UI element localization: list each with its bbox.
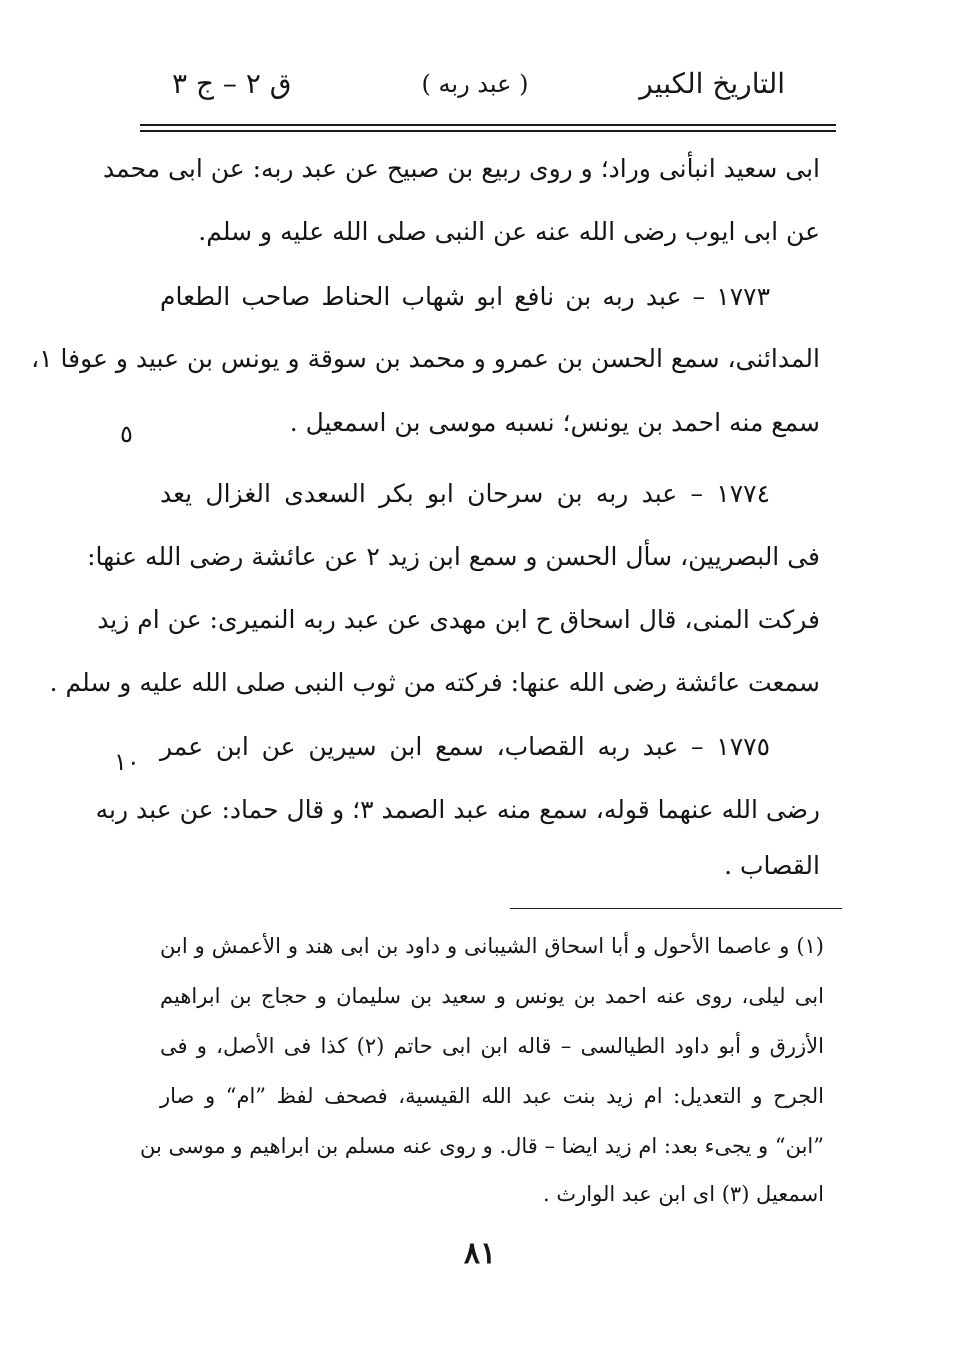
body-line: فى البصريين، سأل الحسن و سمع ابن زيد ٢ عن عائشة رضى الله عنها: bbox=[87, 542, 820, 571]
body-line: القصاب . bbox=[724, 851, 820, 880]
footnote-line: الجرح و التعديل: ام زيد بنت عبد الله القيسية، فصحف لفظ ”ام“ و صار bbox=[160, 1084, 824, 1108]
margin-line-number-5: ٥ bbox=[120, 420, 133, 448]
header-rule-top bbox=[140, 124, 836, 126]
footnote-line: الأزرق و أبو داود الطيالسى – قاله ابن ابى حاتم (٢) كذا فى الأصل، و فى bbox=[160, 1034, 824, 1058]
footnote-separator bbox=[510, 908, 842, 909]
body-line: فركت المنى، قال اسحاق ح ابن مهدى عن عبد ربه النميرى: عن ام زيد bbox=[97, 605, 820, 634]
footnote-line: ابى ليلى، روى عنه احمد بن يونس و سعيد بن سليمان و حجاج بن ابراهيم bbox=[160, 984, 824, 1008]
header-rule-bottom bbox=[140, 130, 836, 132]
running-header-volume: ق ٢ – ج ٣ bbox=[172, 67, 292, 100]
footnote-line: (١) و عاصما الأحول و أبا اسحاق الشيبانى و داود بن ابى هند و الأعمش و ابن bbox=[160, 934, 824, 958]
running-header-book-title: التاريخ الكبير bbox=[639, 67, 785, 100]
body-line: ابى سعيد انبأنى وراد؛ و روى ربيع بن صبيح عن عبد ربه: عن ابى محمد bbox=[103, 154, 820, 183]
entry-1773-line: ١٧٧٣ – عبد ربه بن نافع ابو شهاب الحناط صاحب الطعام bbox=[160, 282, 770, 311]
running-header-section: ( عبد ربه ) bbox=[421, 70, 529, 98]
page-number: ٨١ bbox=[463, 1236, 497, 1271]
margin-line-number-10: ١٠ bbox=[114, 748, 140, 776]
footnote-line: ”ابن“ و يجىء بعد: ام زيد ايضا – قال. و روى عنه مسلم بن ابراهيم و موسى بن bbox=[140, 1134, 824, 1158]
entry-1774-line: ١٧٧٤ – عبد ربه بن سرحان ابو بكر السعدى الغزال يعد bbox=[160, 479, 770, 508]
body-line: رضى الله عنهما قوله، سمع منه عبد الصمد ٣؛ و قال حماد: عن عبد ربه bbox=[95, 795, 820, 824]
body-line: سمعت عائشة رضى الله عنها: فركته من ثوب النبى صلى الله عليه و سلم . bbox=[49, 668, 820, 697]
body-line: سمع منه احمد بن يونس؛ نسبه موسى بن اسمعيل . bbox=[289, 408, 820, 437]
footnote-line: اسمعيل (٣) اى ابن عبد الوارث . bbox=[543, 1182, 824, 1206]
body-line: المدائنى، سمع الحسن بن عمرو و محمد بن سوقة و يونس بن عبيد و عوفا ١، bbox=[31, 344, 820, 373]
entry-1775-line: ١٧٧٥ – عبد ربه القصاب، سمع ابن سيرين عن ابن عمر bbox=[160, 732, 770, 761]
body-line: عن ابى ايوب رضى الله عنه عن النبى صلى الله عليه و سلم. bbox=[198, 217, 820, 246]
